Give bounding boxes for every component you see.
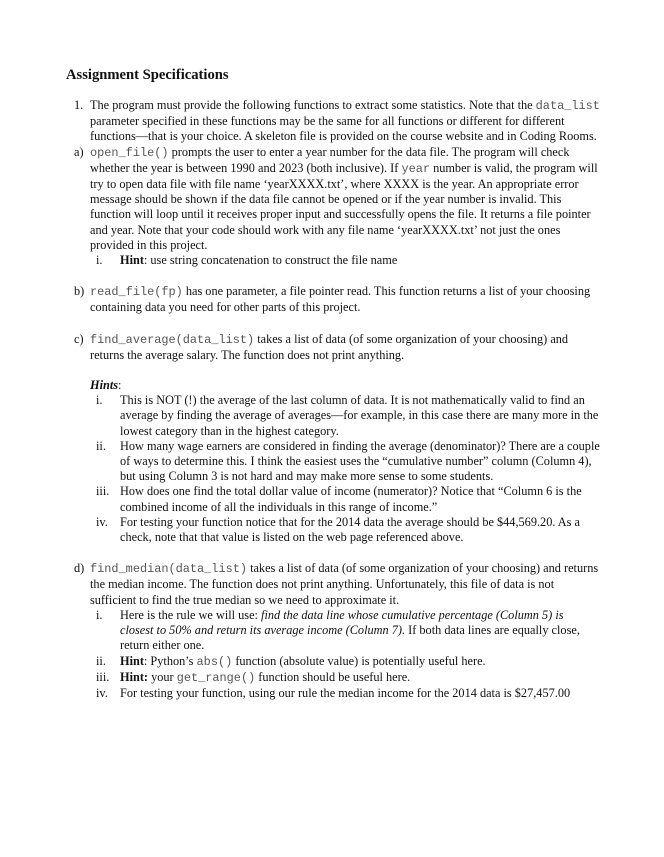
- hint-a: i. Hint: use string concatenation to construct the file name: [96, 253, 398, 268]
- hint-c-i: i. This is NOT (!) the average of the last column of data. It is not mathematically valid to find an average by finding the average of averages—for example, in this case there are many more in the lowest category than in the highest category.: [96, 393, 599, 438]
- subitem-label: d): [74, 561, 85, 576]
- subitem-label: a): [74, 144, 84, 159]
- subitem-d-text: find_median(data_list) takes a list of data (of some organization of your choosing) and returns the median income. The function does not print anything. Unfortunately, this file of data is not sufficient to find the true median so we need to approximate it.: [90, 561, 599, 607]
- hint-d-iii: iii. Hint: your get_range() function should be useful here.: [96, 669, 411, 685]
- subitem-b: [74, 284, 600, 315]
- hint-d-iv: iv. For testing your function, using our rule the median income for the 2014 data is $27,457.00: [96, 685, 571, 700]
- document-page: [66, 66, 606, 700]
- open-file-code: open_file(): [90, 145, 169, 160]
- hint-c-iv: iv. For testing your function notice that for the 2014 data the average should be $44,569.20. As a check, note that that value is listed on the web page referenced above.: [96, 514, 581, 545]
- hint-d-ii: ii. Hint: Python’s abs() function (absolute value) is potentially useful here.: [96, 653, 486, 669]
- data-list-code: data_list: [535, 99, 600, 113]
- subitem-a-text: open_file() prompts the user to enter a year number for the data file. The program will check whether the year is between 1990 and 2023 (both inclusive). If year number is valid, the program will try to open data file with file name ‘yearXXXX.txt’, where XXXX is the year. An appropriate error message should be shown if the data file cannot be opened or if the year number is invalid. This function will loop until it receives proper input and successfully opens the file. It returns a file pointer and year. Note that your code should work with any file name ‘yearXXXX.txt’ not just the ones provided in this project.: [90, 144, 598, 252]
- read-file-code: read_file(fp): [90, 285, 183, 300]
- subitem-label: b): [74, 284, 85, 299]
- subitem-c-text: find_average(data_list) takes a list of data (of some organization of your choosing) and returns the average salary. The function does not print anything.: [90, 331, 569, 362]
- item-number: 1.: [74, 98, 84, 112]
- section-heading: Assignment Specifications: [66, 67, 229, 83]
- subitem-label: c): [74, 331, 84, 346]
- hints-heading: Hints:: [90, 378, 122, 393]
- item1-intro: The program must provide the following functions to extract some statistics. Note that the data_list parameter specified in these functions may be the same for all functions or different for different functions—that is your choice. A skeleton file is provided on the course website and in Coding Rooms.: [90, 98, 600, 144]
- subitem-d: [74, 561, 600, 701]
- find-median-code: find_median(data_list): [90, 562, 247, 577]
- hint-c-ii: ii. How many wage earners are considered in finding the average (denominator)? There are a couple of ways to determine this. I think the easiest uses the “cumulative number” column (Column 4), but using Column 3 is not hard and may make more sense to some students.: [96, 438, 600, 484]
- subitem-b-text: read_file(fp) has one parameter, a file pointer read. This function returns a list of your choosing containing data you need for other parts of this project.: [90, 284, 591, 315]
- find-average-code: find_average(data_list): [90, 332, 255, 347]
- hint-c-iii: iii. How does one find the total dollar value of income (numerator)? Notice that “Column 6 is the combined income of all the individuals in this range of income.”: [96, 484, 582, 514]
- hint-d-i: i. Here is the rule we will use: find the data line whose cumulative percentage (Column 5) is closest to 50% and return its average income (Column 7). If both data lines are equally close, return either one.: [96, 607, 580, 653]
- numbered-item-1: [74, 98, 600, 701]
- subitem-a: [74, 144, 600, 269]
- subitem-c: [74, 331, 600, 546]
